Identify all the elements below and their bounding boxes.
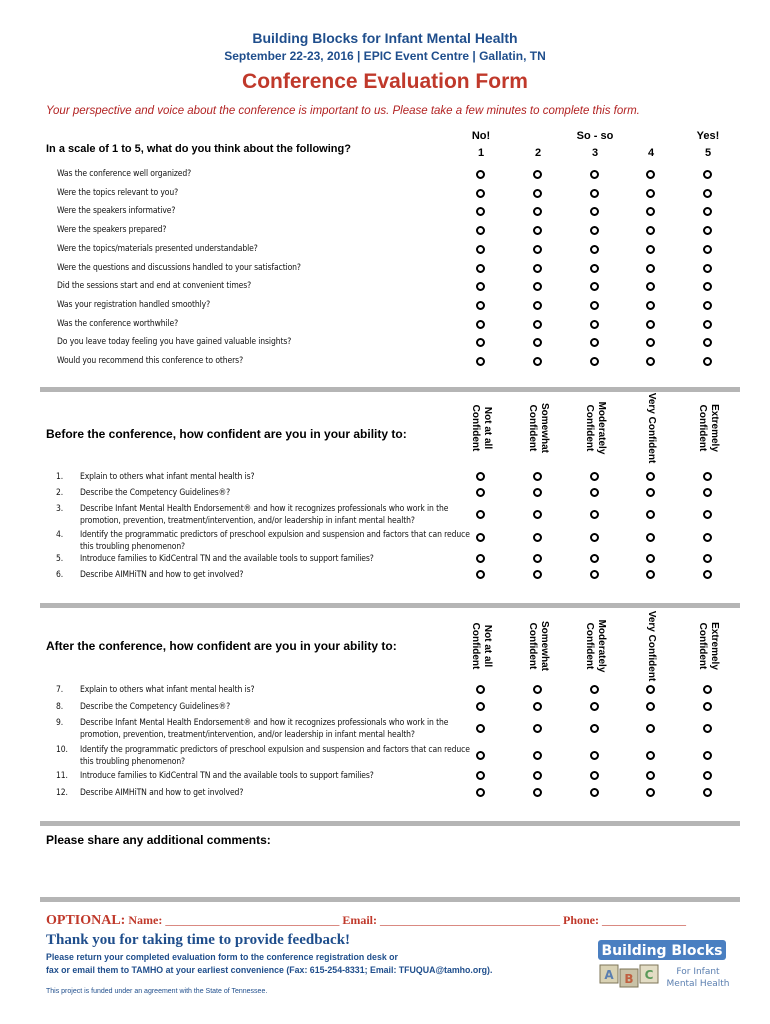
rating-question: Were the speakers informative? bbox=[57, 206, 176, 217]
confidence-radio-3[interactable] bbox=[590, 702, 599, 711]
rating-radio-5[interactable] bbox=[703, 189, 712, 198]
name-field[interactable]: _____________________________ bbox=[165, 913, 340, 927]
confidence-radio-2[interactable] bbox=[533, 702, 542, 711]
rating-radio-5[interactable] bbox=[703, 207, 712, 216]
item-number: 7. bbox=[56, 685, 64, 695]
confidence-question: Identify the programmatic predictors of preschool expulsion and suspension and factors that can reduce this troubling phenomenon? bbox=[80, 530, 470, 552]
confidence-radio-3[interactable] bbox=[590, 554, 599, 563]
section-divider bbox=[40, 821, 740, 826]
confidence-radio-3[interactable] bbox=[590, 510, 599, 519]
confidence-radio-4[interactable] bbox=[646, 472, 655, 481]
confidence-radio-2[interactable] bbox=[533, 554, 542, 563]
rating-radio-1[interactable] bbox=[476, 301, 485, 310]
optional-label: OPTIONAL: bbox=[46, 913, 126, 928]
scale-label-no: No! bbox=[471, 130, 491, 142]
rating-radio-4[interactable] bbox=[646, 226, 655, 235]
item-number: 10. bbox=[56, 745, 68, 755]
confidence-radio-4[interactable] bbox=[646, 533, 655, 542]
confidence-question: Explain to others what infant mental health is? bbox=[80, 685, 255, 695]
funding-note: This project is funded under an agreement with the State of Tennessee. bbox=[46, 988, 268, 995]
rating-radio-4[interactable] bbox=[646, 357, 655, 366]
confidence-radio-2[interactable] bbox=[533, 771, 542, 780]
item-number: 8. bbox=[56, 702, 64, 712]
confidence-label: Very Confident bbox=[646, 610, 657, 682]
rating-radio-3[interactable] bbox=[590, 264, 599, 273]
rating-radio-2[interactable] bbox=[533, 189, 542, 198]
item-number: 6. bbox=[56, 570, 64, 580]
confidence-radio-5[interactable] bbox=[703, 751, 712, 760]
confidence-question: Describe Infant Mental Health Endorsement® and how it recognizes professionals who work in the promotion, prevention, treatment/intervention, and/or leadership in infant mental health? bbox=[80, 504, 449, 526]
confidence-question: Explain to others what infant mental health is? bbox=[80, 472, 255, 482]
comments-heading: Please share any additional comments: bbox=[46, 833, 271, 847]
phone-label: Phone: bbox=[563, 913, 599, 927]
confidence-radio-4[interactable] bbox=[646, 724, 655, 733]
item-number: 3. bbox=[56, 504, 64, 514]
confidence-question: Introduce families to KidCentral TN and the available tools to support families? bbox=[80, 771, 374, 781]
rating-radio-3[interactable] bbox=[590, 245, 599, 254]
logo-block-a: A bbox=[604, 968, 614, 982]
intro-text: Your perspective and voice about the conference is important to us. Please take a few minutes to complete this form. bbox=[46, 105, 640, 117]
scale-number-5: 5 bbox=[704, 147, 712, 159]
confidence-radio-5[interactable] bbox=[703, 533, 712, 542]
confidence-radio-4[interactable] bbox=[646, 554, 655, 563]
rating-radio-4[interactable] bbox=[646, 170, 655, 179]
rating-radio-2[interactable] bbox=[533, 170, 542, 179]
rating-radio-2[interactable] bbox=[533, 357, 542, 366]
rating-radio-1[interactable] bbox=[476, 226, 485, 235]
confidence-radio-5[interactable] bbox=[703, 771, 712, 780]
scale-label-soso: So - so bbox=[576, 130, 614, 142]
confidence-label: Somewhat Confident bbox=[527, 402, 550, 453]
rating-radio-4[interactable] bbox=[646, 338, 655, 347]
rating-question: Were the topics/materials presented understandable? bbox=[57, 243, 258, 254]
rating-radio-5[interactable] bbox=[703, 282, 712, 291]
confidence-label: Moderately Confident bbox=[584, 401, 607, 455]
phone-field[interactable]: ______________ bbox=[602, 913, 686, 927]
rating-radio-2[interactable] bbox=[533, 320, 542, 329]
rating-question: Was the conference well organized? bbox=[57, 169, 192, 179]
rating-radio-4[interactable] bbox=[646, 282, 655, 291]
rating-radio-2[interactable] bbox=[533, 301, 542, 310]
confidence-radio-3[interactable] bbox=[590, 472, 599, 481]
confidence-radio-1[interactable] bbox=[476, 510, 485, 519]
confidence-radio-5[interactable] bbox=[703, 724, 712, 733]
confidence-radio-5[interactable] bbox=[703, 554, 712, 563]
confidence-radio-3[interactable] bbox=[590, 685, 599, 694]
confidence-label: Not at all Confident bbox=[470, 622, 493, 670]
confidence-question: Describe AIMHiTN and how to get involved? bbox=[80, 570, 244, 580]
rating-radio-5[interactable] bbox=[703, 357, 712, 366]
confidence-question: Identify the programmatic predictors of preschool expulsion and suspension and factors that can reduce this troubling phenomenon? bbox=[80, 745, 470, 767]
rating-question: Was the conference worthwhile? bbox=[57, 318, 179, 329]
confidence-radio-4[interactable] bbox=[646, 685, 655, 694]
confidence-radio-2[interactable] bbox=[533, 510, 542, 519]
item-number: 2. bbox=[56, 488, 64, 498]
rating-radio-3[interactable] bbox=[590, 338, 599, 347]
rating-radio-3[interactable] bbox=[590, 282, 599, 291]
scale-number-4: 4 bbox=[647, 147, 655, 159]
rating-radio-2[interactable] bbox=[533, 207, 542, 216]
confidence-radio-1[interactable] bbox=[476, 771, 485, 780]
confidence-radio-2[interactable] bbox=[533, 472, 542, 481]
confidence-radio-5[interactable] bbox=[703, 472, 712, 481]
rating-question: Would you recommend this conference to others? bbox=[57, 356, 244, 366]
confidence-radio-5[interactable] bbox=[703, 685, 712, 694]
rating-radio-2[interactable] bbox=[533, 226, 542, 235]
rating-question: Do you leave today feeling you have gained valuable insights? bbox=[57, 337, 292, 348]
confidence-radio-5[interactable] bbox=[703, 570, 712, 579]
rating-radio-5[interactable] bbox=[703, 320, 712, 329]
rating-radio-5[interactable] bbox=[703, 301, 712, 310]
before-conference-heading: Before the conference, how confident are you in your ability to: bbox=[46, 427, 407, 441]
rating-radio-1[interactable] bbox=[476, 189, 485, 198]
confidence-radio-3[interactable] bbox=[590, 724, 599, 733]
return-line-1: Please return your completed evaluation form to the conference registration desk or bbox=[46, 952, 398, 962]
confidence-radio-2[interactable] bbox=[533, 488, 542, 497]
rating-radio-2[interactable] bbox=[533, 264, 542, 273]
confidence-radio-4[interactable] bbox=[646, 488, 655, 497]
confidence-radio-1[interactable] bbox=[476, 788, 485, 797]
rating-radio-1[interactable] bbox=[476, 338, 485, 347]
rating-radio-4[interactable] bbox=[646, 189, 655, 198]
item-number: 9. bbox=[56, 718, 64, 728]
confidence-label: Not at all Confident bbox=[470, 404, 493, 452]
confidence-radio-2[interactable] bbox=[533, 751, 542, 760]
item-number: 5. bbox=[56, 554, 64, 564]
org-title: Building Blocks for Infant Mental Health bbox=[252, 30, 518, 46]
confidence-radio-1[interactable] bbox=[476, 702, 485, 711]
rating-question: Were the speakers prepared? bbox=[57, 225, 167, 236]
confidence-radio-1[interactable] bbox=[476, 472, 485, 481]
confidence-radio-5[interactable] bbox=[703, 702, 712, 711]
confidence-question: Introduce families to KidCentral TN and the available tools to support families? bbox=[80, 554, 374, 564]
rating-radio-3[interactable] bbox=[590, 189, 599, 198]
rating-radio-3[interactable] bbox=[590, 357, 599, 366]
confidence-radio-2[interactable] bbox=[533, 533, 542, 542]
rating-radio-3[interactable] bbox=[590, 320, 599, 329]
rating-radio-2[interactable] bbox=[533, 282, 542, 291]
rating-radio-4[interactable] bbox=[646, 245, 655, 254]
item-number: 1. bbox=[56, 472, 64, 482]
confidence-radio-3[interactable] bbox=[590, 771, 599, 780]
rating-radio-4[interactable] bbox=[646, 320, 655, 329]
rating-radio-2[interactable] bbox=[533, 338, 542, 347]
rating-radio-3[interactable] bbox=[590, 301, 599, 310]
rating-radio-5[interactable] bbox=[703, 170, 712, 179]
confidence-label: Somewhat Confident bbox=[527, 620, 550, 671]
thank-you-text: Thank you for taking time to provide feedback! bbox=[46, 932, 351, 948]
return-line-2: fax or email them to TAMHO at your earliest convenience (Fax: 615-254-8331; Email: TFUQUA@tamho.org). bbox=[46, 965, 493, 975]
confidence-question: Describe Infant Mental Health Endorsement® and how it recognizes professionals who work in the promotion, prevention, treatment/intervention, and/or leadership in infant mental health? bbox=[80, 718, 449, 740]
confidence-radio-3[interactable] bbox=[590, 570, 599, 579]
rating-radio-1[interactable] bbox=[476, 207, 485, 216]
rating-radio-3[interactable] bbox=[590, 207, 599, 216]
email-label: Email: bbox=[342, 913, 377, 927]
event-details: September 22-23, 2016 | EPIC Event Centre | Gallatin, TN bbox=[224, 49, 546, 63]
email-field[interactable]: ______________________________ bbox=[380, 913, 560, 927]
logo-title: Building Blocks bbox=[601, 943, 723, 959]
item-number: 12. bbox=[56, 788, 68, 798]
confidence-radio-2[interactable] bbox=[533, 788, 542, 797]
item-number: 11. bbox=[56, 771, 68, 781]
rating-scale-heading: In a scale of 1 to 5, what do you think about the following? bbox=[46, 143, 351, 155]
logo-block-b: B bbox=[624, 972, 634, 986]
form-title: Conference Evaluation Form bbox=[242, 70, 528, 93]
confidence-radio-4[interactable] bbox=[646, 702, 655, 711]
rating-radio-4[interactable] bbox=[646, 264, 655, 273]
confidence-label: Moderately Confident bbox=[584, 619, 607, 673]
rating-radio-5[interactable] bbox=[703, 226, 712, 235]
rating-radio-5[interactable] bbox=[703, 338, 712, 347]
confidence-label: Extremely Confident bbox=[697, 404, 720, 452]
confidence-radio-5[interactable] bbox=[703, 488, 712, 497]
confidence-radio-2[interactable] bbox=[533, 685, 542, 694]
confidence-radio-3[interactable] bbox=[590, 488, 599, 497]
confidence-question: Describe the Competency Guidelines®? bbox=[80, 488, 231, 498]
optional-contact-line bbox=[46, 913, 686, 929]
rating-radio-1[interactable] bbox=[476, 245, 485, 254]
scale-number-2: 2 bbox=[534, 147, 542, 159]
confidence-radio-1[interactable] bbox=[476, 488, 485, 497]
rating-radio-3[interactable] bbox=[590, 226, 599, 235]
rating-radio-1[interactable] bbox=[476, 320, 485, 329]
confidence-radio-1[interactable] bbox=[476, 554, 485, 563]
logo-subtitle-1: For Infant bbox=[676, 967, 720, 977]
rating-question: Were the topics relevant to you? bbox=[57, 187, 179, 198]
confidence-radio-4[interactable] bbox=[646, 510, 655, 519]
after-conference-heading: After the conference, how confident are you in your ability to: bbox=[46, 639, 397, 653]
section-divider bbox=[40, 897, 740, 902]
confidence-radio-5[interactable] bbox=[703, 510, 712, 519]
confidence-radio-4[interactable] bbox=[646, 788, 655, 797]
confidence-radio-4[interactable] bbox=[646, 751, 655, 760]
rating-radio-4[interactable] bbox=[646, 301, 655, 310]
scale-label-yes: Yes! bbox=[696, 130, 720, 142]
rating-radio-1[interactable] bbox=[476, 170, 485, 179]
logo-block-c: C bbox=[644, 968, 654, 982]
rating-radio-3[interactable] bbox=[590, 170, 599, 179]
return-instructions bbox=[46, 951, 586, 977]
rating-radio-1[interactable] bbox=[476, 282, 485, 291]
confidence-label: Extremely Confident bbox=[697, 622, 720, 670]
confidence-radio-4[interactable] bbox=[646, 771, 655, 780]
rating-radio-4[interactable] bbox=[646, 207, 655, 216]
confidence-question: Describe AIMHiTN and how to get involved? bbox=[80, 788, 244, 798]
confidence-radio-3[interactable] bbox=[590, 788, 599, 797]
confidence-radio-3[interactable] bbox=[590, 533, 599, 542]
confidence-radio-1[interactable] bbox=[476, 751, 485, 760]
confidence-radio-2[interactable] bbox=[533, 570, 542, 579]
scale-number-3: 3 bbox=[591, 147, 599, 159]
rating-radio-1[interactable] bbox=[476, 264, 485, 273]
confidence-radio-2[interactable] bbox=[533, 724, 542, 733]
confidence-label: Very Confident bbox=[646, 392, 657, 464]
confidence-radio-4[interactable] bbox=[646, 570, 655, 579]
rating-radio-1[interactable] bbox=[476, 357, 485, 366]
item-number: 4. bbox=[56, 530, 64, 540]
confidence-question: Describe the Competency Guidelines®? bbox=[80, 702, 231, 712]
confidence-radio-5[interactable] bbox=[703, 788, 712, 797]
building-blocks-logo bbox=[594, 936, 732, 992]
rating-question: Was your registration handled smoothly? bbox=[57, 299, 211, 310]
confidence-radio-1[interactable] bbox=[476, 570, 485, 579]
scale-number-1: 1 bbox=[477, 147, 485, 159]
name-label: Name: bbox=[128, 913, 163, 927]
confidence-radio-1[interactable] bbox=[476, 724, 485, 733]
logo-subtitle-2: Mental Health bbox=[666, 979, 730, 989]
confidence-radio-3[interactable] bbox=[590, 751, 599, 760]
rating-question: Were the questions and discussions handled to your satisfaction? bbox=[57, 262, 301, 273]
rating-radio-5[interactable] bbox=[703, 264, 712, 273]
confidence-radio-1[interactable] bbox=[476, 685, 485, 694]
rating-question: Did the sessions start and end at convenient times? bbox=[57, 281, 252, 292]
rating-radio-2[interactable] bbox=[533, 245, 542, 254]
confidence-radio-1[interactable] bbox=[476, 533, 485, 542]
rating-radio-5[interactable] bbox=[703, 245, 712, 254]
